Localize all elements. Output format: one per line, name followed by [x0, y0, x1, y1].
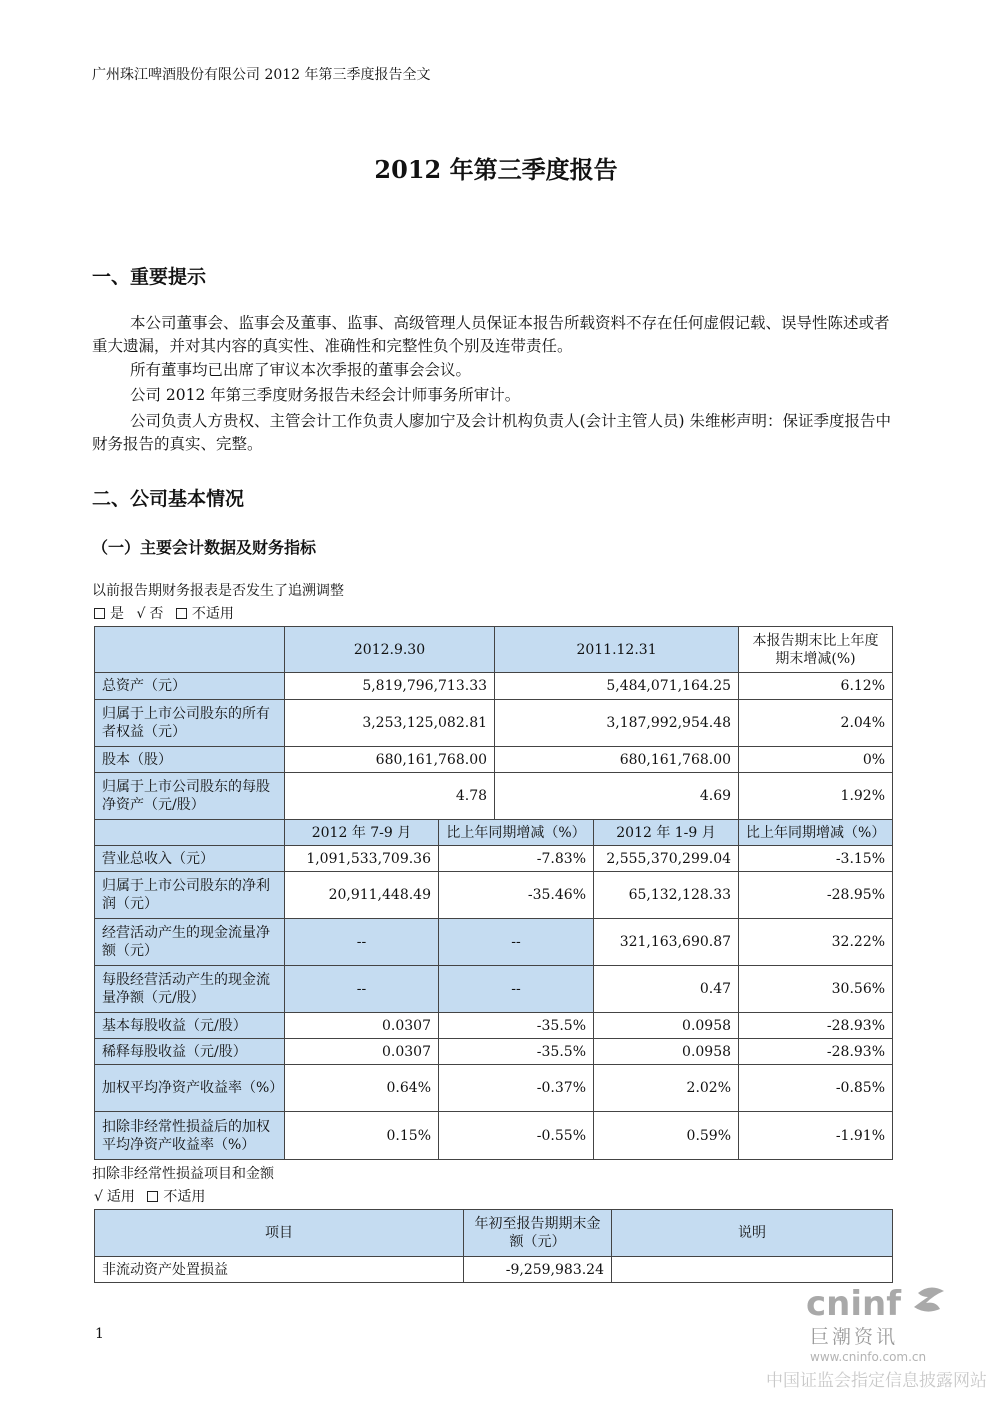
table-row: [95, 747, 893, 773]
nonrecurring-title: 扣除非经常性损益项目和金额: [92, 1166, 274, 1182]
table-row: [95, 1257, 893, 1283]
table-cell: 680,161,768.00: [285, 747, 495, 773]
section2-subheading: （一）主要会计数据及财务指标: [92, 538, 317, 557]
option-yes: 是: [110, 606, 124, 622]
table-cell: --: [439, 966, 594, 1013]
table-cell: 0.0958: [594, 1039, 739, 1065]
table-row: [95, 846, 893, 872]
table-row: [95, 966, 893, 1013]
table-cell: 3,187,992,954.48: [495, 700, 739, 747]
table-cell: -28.93%: [739, 1039, 893, 1065]
row-label: 稀释每股收益（元/股）: [95, 1039, 285, 1065]
row-label: 归属于上市公司股东的每股净资产（元/股）: [95, 773, 285, 820]
watermark-url: www.cninfo.com.cn: [810, 1350, 927, 1364]
table-cell: 4.69: [495, 773, 739, 820]
table-cell: -3.15%: [739, 846, 893, 872]
notice-paragraph-1: 本公司董事会、监事会及董事、监事、高级管理人员保证本报告所载资料不存在任何虚假记载、误导性陈述或者重大遗漏，并对其内容的真实性、准确性和完整性负个别及连带责任。: [92, 314, 890, 355]
table-row: [95, 1039, 893, 1065]
table-cell: --: [285, 966, 439, 1013]
table-cell: 1.92%: [739, 773, 893, 820]
table-cell: -35.5%: [439, 1013, 594, 1039]
page-header: 广州珠江啤酒股份有限公司 2012 年第三季度报告全文: [92, 67, 431, 83]
checkbox-empty-icon: [176, 608, 187, 619]
option-no: 否: [149, 606, 164, 622]
table-header-row: [95, 627, 893, 673]
table-cell: 20,911,448.49: [285, 872, 439, 919]
table-cell: 1,091,533,709.36: [285, 846, 439, 872]
column-header: 本报告期末比上年度期末增减(%): [739, 627, 893, 673]
watermark-site: 中国证监会指定信息披露网站: [766, 1371, 987, 1391]
watermark-brand: 巨潮资讯: [810, 1326, 899, 1348]
wave-icon: [914, 1287, 944, 1311]
table-row: [95, 700, 893, 747]
table-row: [95, 872, 893, 919]
table-cell: 680,161,768.00: [495, 747, 739, 773]
table-row: [95, 1013, 893, 1039]
table-cell: 0.0307: [285, 1013, 439, 1039]
column-header: 2012 年 1-9 月: [594, 820, 739, 846]
table-cell: --: [285, 919, 439, 966]
notice-paragraph-3: 公司 2012 年第三季度财务报告未经会计师事务所审计。: [130, 386, 521, 404]
table-cell: 0.0958: [594, 1013, 739, 1039]
notice-paragraph-4: 公司负责人方贵权、主管会计工作负责人廖加宁及会计机构负责人(会计主管人员) 朱维彬声明：保证季度报告中财务报告的真实、完整。: [92, 412, 892, 453]
column-header: 比上年同期增减（%）: [439, 820, 594, 846]
column-header: 年初至报告期期末金额（元）: [464, 1210, 612, 1257]
nonrecurring-table: [94, 1209, 893, 1283]
row-label: 股本（股）: [95, 747, 285, 773]
row-label: 每股经营活动产生的现金流量净额（元/股）: [95, 966, 285, 1013]
nonrecurring-options: [92, 1186, 205, 1206]
column-header: 比上年同期增减（%）: [739, 820, 893, 846]
table-cell: 65,132,128.33: [594, 872, 739, 919]
column-header: 项目: [95, 1210, 464, 1257]
notice-paragraph-2: 所有董事均已出席了审议本次季报的董事会会议。: [130, 361, 472, 379]
column-header: 说明: [612, 1210, 893, 1257]
table-row: [95, 673, 893, 700]
table-cell: -35.5%: [439, 1039, 594, 1065]
table-cell: 6.12%: [739, 673, 893, 700]
table-cell: -0.37%: [439, 1065, 594, 1112]
table-cell: -9,259,983.24: [464, 1257, 612, 1283]
watermark-logo-text: cninf: [806, 1284, 902, 1323]
table-cell: 2,555,370,299.04: [594, 846, 739, 872]
row-label: 加权平均净资产收益率（%）: [95, 1065, 285, 1112]
table-row: [95, 919, 893, 966]
table-cell: 3,253,125,082.81: [285, 700, 495, 747]
table-header-row: [95, 1210, 893, 1257]
row-label: 基本每股收益（元/股）: [95, 1013, 285, 1039]
table-cell: 5,484,071,164.25: [495, 673, 739, 700]
table-cell: -7.83%: [439, 846, 594, 872]
column-header: 2011.12.31: [495, 627, 739, 673]
table-cell: 4.78: [285, 773, 495, 820]
option-na: 不适用: [191, 606, 234, 622]
table-cell: -0.85%: [739, 1065, 893, 1112]
table-cell: 0.0307: [285, 1039, 439, 1065]
row-label: 营业总收入（元）: [95, 846, 285, 872]
checkbox-empty-icon: [147, 1191, 158, 1202]
row-label: 归属于上市公司股东的所有者权益（元）: [95, 700, 285, 747]
table-cell: 30.56%: [739, 966, 893, 1013]
cninf-logo: [806, 1283, 948, 1323]
row-label: 总资产（元）: [95, 673, 285, 700]
check-mark-icon: √: [94, 1189, 103, 1205]
table-cell: 32.22%: [739, 919, 893, 966]
report-title: 2012 年第三季度报告: [374, 155, 618, 184]
row-label: 经营活动产生的现金流量净额（元）: [95, 919, 285, 966]
table-corner-cell: [95, 820, 285, 846]
table-cell: [612, 1257, 893, 1283]
table-cell: 0.15%: [285, 1112, 439, 1160]
table-subheader-row: [95, 820, 893, 846]
table-row: [95, 773, 893, 820]
table-cell: 321,163,690.87: [594, 919, 739, 966]
table-cell: 0%: [739, 747, 893, 773]
section1-heading: 一、重要提示: [92, 266, 207, 288]
table-cell: 0.59%: [594, 1112, 739, 1160]
table-cell: 0.47: [594, 966, 739, 1013]
row-label: 扣除非经常性损益后的加权平均净资产收益率（%）: [95, 1112, 285, 1160]
page-number: 1: [95, 1326, 104, 1342]
column-header: 2012.9.30: [285, 627, 495, 673]
column-header: 2012 年 7-9 月: [285, 820, 439, 846]
check-mark-icon: √: [136, 606, 146, 622]
table-row: [95, 1065, 893, 1112]
option-applicable: 适用: [106, 1189, 135, 1205]
restate-options: [92, 603, 234, 623]
table-corner-cell: [95, 627, 285, 673]
table-cell: -35.46%: [439, 872, 594, 919]
table-cell: -28.93%: [739, 1013, 893, 1039]
checkbox-empty-icon: [94, 608, 105, 619]
option-not-applicable: 不适用: [163, 1189, 206, 1205]
table-cell: 2.02%: [594, 1065, 739, 1112]
section2-heading: 二、公司基本情况: [92, 488, 245, 510]
table-row: [95, 1112, 893, 1160]
table-cell: 0.64%: [285, 1065, 439, 1112]
table-cell: --: [439, 919, 594, 966]
financial-indicators-table: [94, 626, 893, 1160]
restate-question: 以前报告期财务报表是否发生了追溯调整: [92, 583, 344, 599]
row-label: 归属于上市公司股东的净利润（元）: [95, 872, 285, 919]
table-cell: -0.55%: [439, 1112, 594, 1160]
table-cell: 2.04%: [739, 700, 893, 747]
table-cell: -28.95%: [739, 872, 893, 919]
row-label: 非流动资产处置损益: [95, 1257, 464, 1283]
table-cell: 5,819,796,713.33: [285, 673, 495, 700]
table-cell: -1.91%: [739, 1112, 893, 1160]
